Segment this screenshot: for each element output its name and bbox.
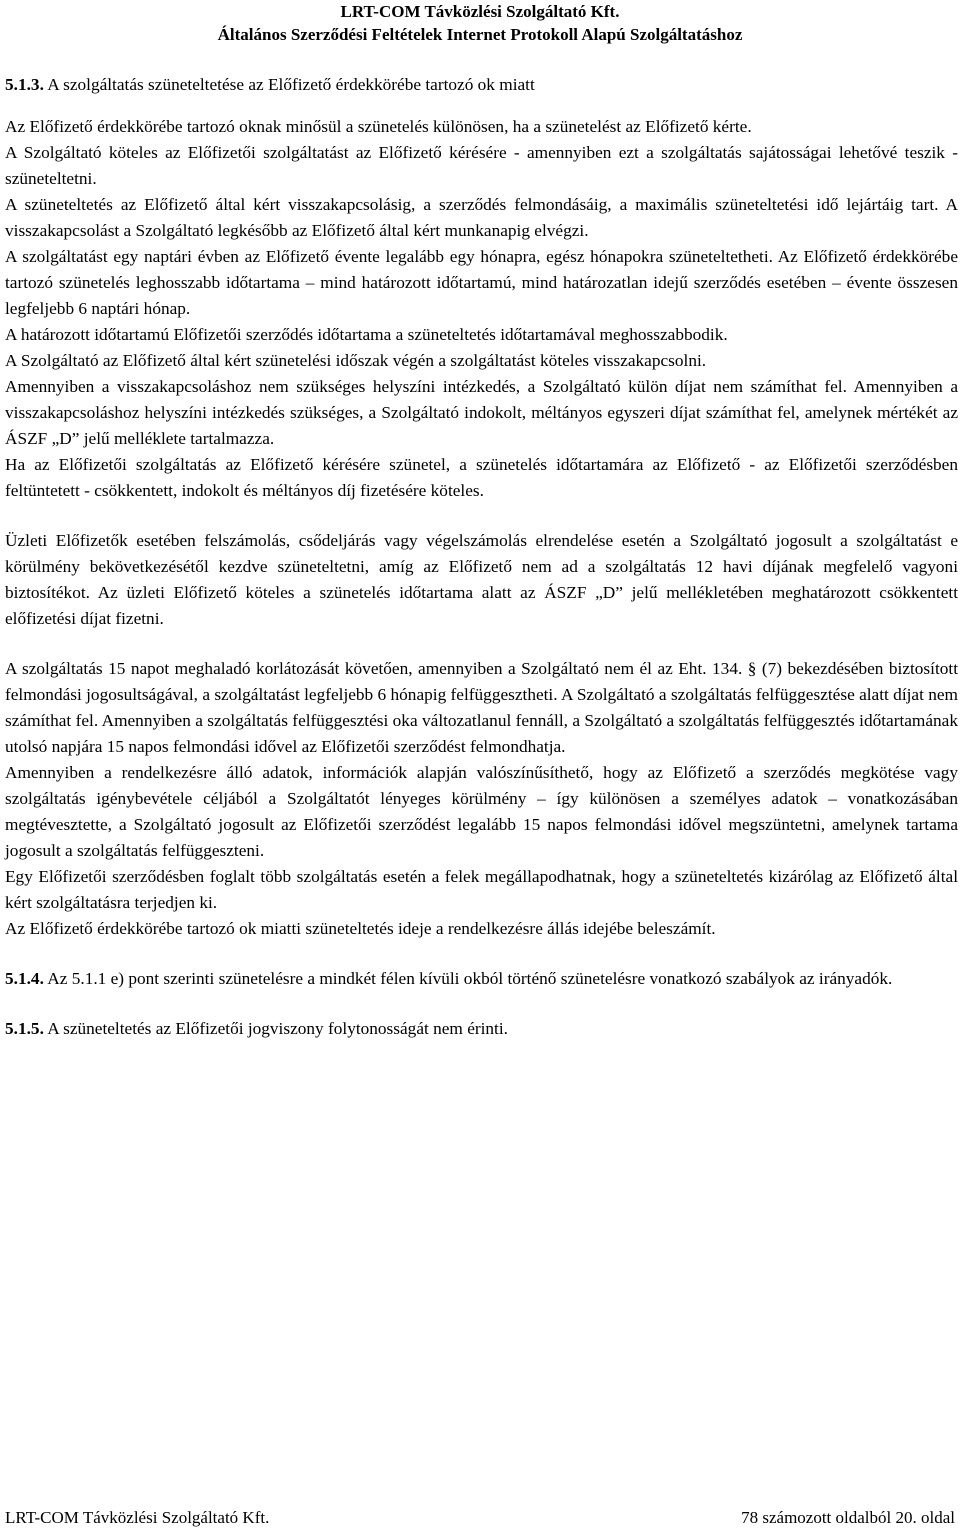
paragraph: A szolgáltatás 15 napot meghaladó korlátozását követően, amennyiben a Szolgáltató nem él az Eht. 134. § (7) bekezdésében biztosított felmondási jogosultságával, a szolgáltatást legfeljebb 6 hónapig felfüggesztheti. A Szolgáltató a szolgáltatás felfüggesztése alatt díjat nem számíthat fel. Amennyiben a szolgáltatás felfüggesztési oka változatlanul fennáll, a Szolgáltató a szolgáltatás felfüggesztés időtartamának utolsó napjára 15 napos felmondási idővel az Előfizetői szerződést felmondhatja. xyxy=(5,659,958,756)
section-number: 5.1.4. xyxy=(5,969,44,988)
paragraph: Az Előfizető érdekkörébe tartozó oknak minősül a szünetelés különösen, ha a szünetelést az Előfizető kérte. xyxy=(5,117,752,136)
page-header xyxy=(0,0,960,46)
section-title: A szolgáltatás szüneteltetése az Előfizető érdekkörébe tartozó ok miatt xyxy=(47,75,535,94)
section-text: A szüneteltetés az Előfizetői jogviszony folytonosságát nem érinti. xyxy=(47,1019,508,1038)
paragraph: Egy Előfizetői szerződésben foglalt több szolgáltatás esetén a felek megállapodhatnak, hogy a szüneteltetés kizárólag az Előfizető által kért szolgáltatásra terjedjen ki. xyxy=(5,867,958,912)
header-document-title: Általános Szerződési Feltételek Internet Protokoll Alapú Szolgáltatáshoz xyxy=(217,25,743,44)
section-number: 5.1.3. xyxy=(5,75,44,94)
section-5-1-4 xyxy=(5,966,958,992)
paragraph: A Szolgáltató az Előfizető által kért szünetelési időszak végén a szolgáltatást köteles visszakapcsolni. xyxy=(5,351,707,370)
document-body xyxy=(5,72,958,1042)
footer-company: LRT-COM Távközlési Szolgáltató Kft. xyxy=(5,1508,270,1527)
paragraph: A Szolgáltató köteles az Előfizetői szolgáltatást az Előfizető kérésére - amennyiben ezt a szolgáltatás sajátosságai lehetővé teszik - szüneteltetni. xyxy=(5,143,958,188)
paragraph: A szolgáltatást egy naptári évben az Előfizető évente legalább egy hónapra, egész hónapokra szüneteltetheti. Az Előfizető érdekkörébe tartozó szünetelés leghosszabb időtartama – mind határozott időtartamú, mind határozatlan idejű szerződés esetében – évente összesen legfeljebb 6 naptári hónap. xyxy=(5,247,958,318)
section-heading-5-1-3 xyxy=(5,72,958,98)
footer-page-number: 78 számozott oldalból 20. oldal xyxy=(741,1508,955,1527)
page-footer xyxy=(5,1504,955,1531)
paragraph: A szüneteltetés az Előfizető által kért visszakapcsolásig, a szerződés felmondásáig, a maximális szüneteltetési idő lejártáig tart. A visszakapcsolást a Szolgáltató legkésőbb az Előfizető által kért munkanapig elvégzi. xyxy=(5,195,958,240)
paragraph: Az Előfizető érdekkörébe tartozó ok miatti szüneteltetés ideje a rendelkezésre állás idejébe beleszámít. xyxy=(5,919,716,938)
header-company: LRT-COM Távközlési Szolgáltató Kft. xyxy=(340,2,620,21)
section-5-1-5 xyxy=(5,1016,958,1042)
paragraph: Ha az Előfizetői szolgáltatás az Előfizető kérésére szünetel, a szünetelés időtartamára az Előfizető - az Előfizetői szerződésben feltüntetett - csökkentett, indokolt és méltányos díj fizetésére köteles. xyxy=(5,455,958,500)
paragraph: A határozott időtartamú Előfizetői szerződés időtartama a szüneteltetés időtartamával meghosszabbodik. xyxy=(5,325,728,344)
section-text: Az 5.1.1 e) pont szerinti szünetelésre a mindkét félen kívüli okból történő szünetelésre vonatkozó szabályok az irányadók. xyxy=(47,969,893,988)
paragraph: Amennyiben a visszakapcsoláshoz nem szükséges helyszíni intézkedés, a Szolgáltató külön díjat nem számíthat fel. Amennyiben a visszakapcsoláshoz helyszíni intézkedés szükséges, a Szolgáltató indokolt, méltányos egyszeri díjat számíthat fel, amelynek mértékét az ÁSZF „D” jelű melléklete tartalmazza. xyxy=(5,377,958,448)
paragraph: Amennyiben a rendelkezésre álló adatok, információk alapján valószínűsíthető, hogy az Előfizető a szerződés megkötése vagy szolgáltatás igénybevétele céljából a Szolgáltatót lényeges körülmény – így különösen a személyes adatok – vonatkozásában megtévesztette, a Szolgáltató jogosult az Előfizetői szerződést legalább 15 napos felmondási idővel megszüntetni, amelynek tartama jogosult a szolgáltatás felfüggeszteni. xyxy=(5,763,958,860)
section-number: 5.1.5. xyxy=(5,1019,44,1038)
paragraph-business-subscribers: Üzleti Előfizetők esetében felszámolás, csődeljárás vagy végelszámolás elrendelése esetén a Szolgáltató jogosult a szolgáltatást e körülmény bekövetkezésétől kezdve szüneteltetni, amíg az Előfizető nem ad a szolgáltatás 12 havi díjának megfelelő vagyoni biztosítékot. Az üzleti Előfizető köteles a szünetelés időtartama alatt az ÁSZF „D” jelű mellékletében meghatározott csökkentett előfizetési díjat fizetni. xyxy=(5,531,958,628)
